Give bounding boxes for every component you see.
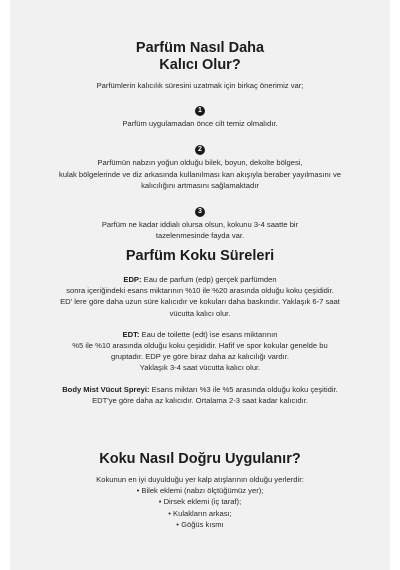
section-application	[10, 451, 390, 530]
number-badge-3: 3	[195, 207, 205, 217]
intro-text: Parfümlerin kalıcılık süresini uzatmak için birkaç önerimiz var;	[96, 81, 304, 90]
tip-2-line-1: Parfümün nabzın yoğun olduğu bilek, boyun, dekolte bölgesi,	[97, 158, 303, 168]
list-item: • Kulakların arkası;	[168, 508, 232, 518]
section-title: Parfüm Koku Süreleri	[125, 248, 275, 264]
edp-block	[10, 274, 390, 319]
intro-text: Kokunun en iyi duyulduğu yer kalp atışlarının olduğu yerlerdir:	[96, 475, 304, 484]
edt-line-1	[10, 329, 390, 340]
body-mist-line-2: EDT'ye göre daha az kalıcıdır. Ortalama 2-3 saat kadar kalıcıdır.	[92, 395, 308, 405]
edp-text: Eau de parfum (edp) gerçek parfümden	[141, 275, 277, 284]
list-item: • Göğüs kısmı	[176, 519, 224, 529]
section-durations	[10, 248, 390, 406]
tip-2	[10, 138, 390, 191]
list-item: • Dirsek eklemi (iç taraf);	[158, 497, 242, 507]
body-mist-block	[10, 384, 390, 406]
edp-line-4: vücutta kalıcı olur.	[169, 308, 231, 318]
edp-label: EDP:	[123, 275, 142, 284]
title-line-2: Kalıcı Olur?	[159, 57, 241, 73]
number-badge-2: 2	[195, 145, 205, 155]
section-lasting	[10, 40, 390, 241]
edt-block	[10, 329, 390, 374]
tip-1-line-1: Parfüm uygulamadan önce cilt temiz olmalıdır.	[122, 119, 278, 129]
number-badge-1: 1	[195, 106, 205, 116]
edt-line-4: Yaklaşık 3-4 saat vücutta kalıcı olur.	[139, 363, 261, 373]
section-title	[10, 40, 390, 74]
edp-line-2: sonra içeriğindeki esans miktarının %10 ile %20 arasında olduğu koku çeşididir.	[66, 286, 334, 296]
edt-text: Eau de toilette (edt) ise esans miktarının	[139, 329, 278, 339]
body-mist-text: Esans miktarı %3 ile %5 arasında olduğu koku çeşitidir.	[149, 384, 338, 394]
tip-2-line-3: kalıcılığını artmasını sağlamaktadır	[141, 180, 259, 190]
edt-line-3: gruptadır. EDP ye göre biraz daha az kalıcılığı vardır.	[111, 352, 289, 362]
tip-3-line-2: tazelenmesinde fayda var.	[155, 231, 245, 241]
tip-2-line-2: kulak bölgelerinde ve diz arkasında kullanılması kan akışıyla beraber yayılmasını ve	[59, 169, 341, 179]
tip-3-line-1: Parfüm ne kadar iddialı olursa olsun, kokunu 3-4 saatte bir	[101, 220, 299, 230]
body-mist-line-1	[10, 384, 390, 395]
title-line-1: Parfüm Nasıl Daha	[135, 40, 265, 56]
edt-line-2: %5 ile %10 arasında olduğu koku çeşididir. Hafif ve spor kokular genelde bu	[72, 341, 328, 351]
tip-1	[10, 99, 390, 129]
edt-label: EDT:	[122, 329, 140, 339]
content-panel	[10, 0, 390, 570]
body-mist-label: Body Mist Vücut Spreyi:	[62, 384, 150, 394]
tip-3	[10, 200, 390, 241]
list-item: • Bilek eklemi (nabzı ölçtüğümüz yer);	[136, 486, 264, 496]
section-title: Koku Nasıl Doğru Uygulanır?	[99, 451, 301, 467]
edp-line-1	[10, 274, 390, 285]
edp-line-3: ED' lere göre daha uzun süre kalıcıdır ve kokuları daha baskındır. Yaklaşık 6-7 saat	[60, 297, 340, 307]
